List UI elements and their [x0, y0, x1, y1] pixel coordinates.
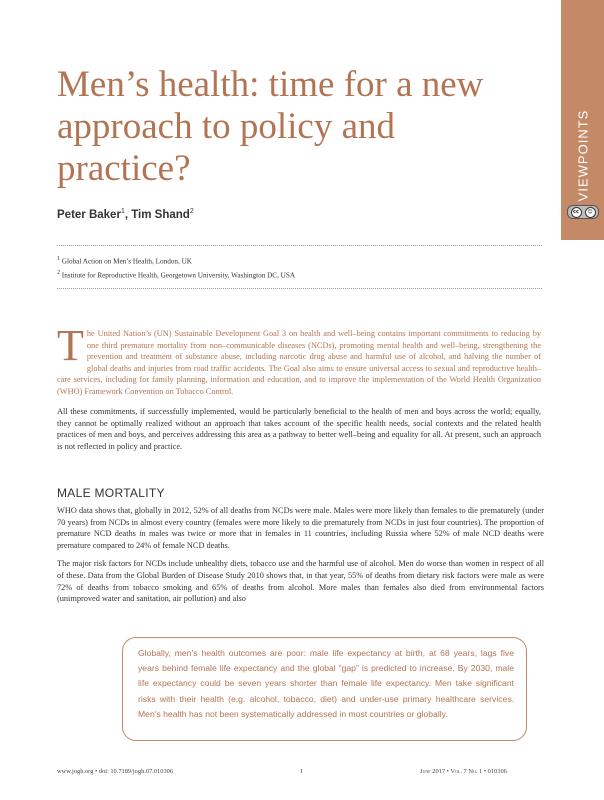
author-affil-ref: 2 [189, 208, 194, 215]
callout-box [122, 637, 527, 741]
authors-line [57, 208, 194, 221]
affiliation [57, 256, 192, 265]
affiliation-text: Institute for Reproductive Health, Georgetown University, Washington DC, USA [61, 271, 296, 280]
divider [57, 245, 542, 246]
divider [57, 288, 542, 289]
callout-text: Globally, men’s health outcomes are poor: male life expectancy at birth, at 68 years, lags five years behind female life expectancy and the global “gap” is predicted to increase. By 2030, male life expectancy could be seven years shorter than female life expectancy. Men take significant risks with their health (e.g. alcohol, tobacco, diet) and under-use primary healthcare services. Men’s health has not been systematically addressed in most countries or globally. [138, 648, 514, 719]
abstract [57, 321, 541, 461]
author-separator: , [124, 208, 132, 221]
abstract-paragraph [57, 321, 541, 397]
side-tab-label: VIEWPOINTS [575, 109, 590, 201]
abstract-paragraph: All these commitments, if successfully implemented, would be particularly beneficial to the health of men and boys across the world; equally, they cannot be optimally realized without an approach that takes account of the specific health needs, social contexts and the related health practices of men and boys, and perceives addressing this area as a pathway to better well–being and equality for all. At present, such an approach is not reflected in policy and practice. [57, 407, 541, 451]
author-affil-ref: 1 [120, 208, 125, 215]
section-body [57, 505, 544, 612]
page-number: 1 [300, 768, 304, 775]
drop-cap: T [57, 321, 84, 370]
affiliation [57, 270, 295, 279]
license-badge[interactable] [567, 205, 599, 219]
body-paragraph: WHO data shows that, globally in 2012, 52% of all deaths from NCDs were male. Males were more likely than females to die prematurely (under 70 years) from NCDs in almost every country (females were more likely to die prematurely from NCDs in just four countries). The proportion of premature NCD deaths in males was twice or more that in females in 11 countries, including Russia where 52% of male NCD deaths were premature compared to 24% of female NCD deaths. [57, 506, 544, 550]
cc-icon: cc [571, 207, 582, 218]
affiliation-number: 1 [57, 256, 60, 262]
footer-right: June 2017 • Vol. 7 No. 1 • 010306 [420, 768, 507, 775]
abstract-text: he United Nation’s (UN) Sustainable Development Goal 3 on health and well–being contains important commitments to reducing by one third premature mortality from non–communicable diseases (NCDs), promoting mental health and well–being, strengthening the prevention and treatment of substance abuse, including narcotic drug abuse and harmful use of alcohol, and halving the number of global deaths and injuries from road traffic accidents. The Goal also aims to ensure universal access to sexual and reproductive health–care services, including for family planning, information and education, and to improve the implementation of the World Health Organization (WHO) Framework Convention on Tobacco Control. [57, 329, 541, 396]
body-paragraph: The major risk factors for NCDs include unhealthy diets, tobacco use and the harmful use of alcohol. Men do worse than women in respect of all of these. Data from the Global Burden of Disease Study 2010 shows that, in that year, 55% of deaths from dietary risk factors were male as were 72% of deaths from tobacco smoking and 65% of deaths from alcohol. More males than females also died from environmental factors (unimproved water and sanitation, air pollution) and also [57, 559, 544, 604]
section-heading: MALE MORTALITY [57, 486, 165, 500]
section-side-tab [561, 0, 604, 240]
article-title: Men’s health: time for a new approach to policy and practice? [57, 64, 484, 189]
author-name[interactable]: Tim Shand [131, 208, 190, 221]
affiliation-number: 2 [57, 270, 60, 276]
by-icon: ☺ [585, 207, 596, 218]
author-name[interactable]: Peter Baker [57, 208, 121, 221]
affiliation-text: Global Action on Men’s Health, London, UK [61, 257, 192, 266]
footer-left[interactable]: www.jogh.org • doi: 10.7189/jogh.07.010306 [57, 768, 174, 775]
